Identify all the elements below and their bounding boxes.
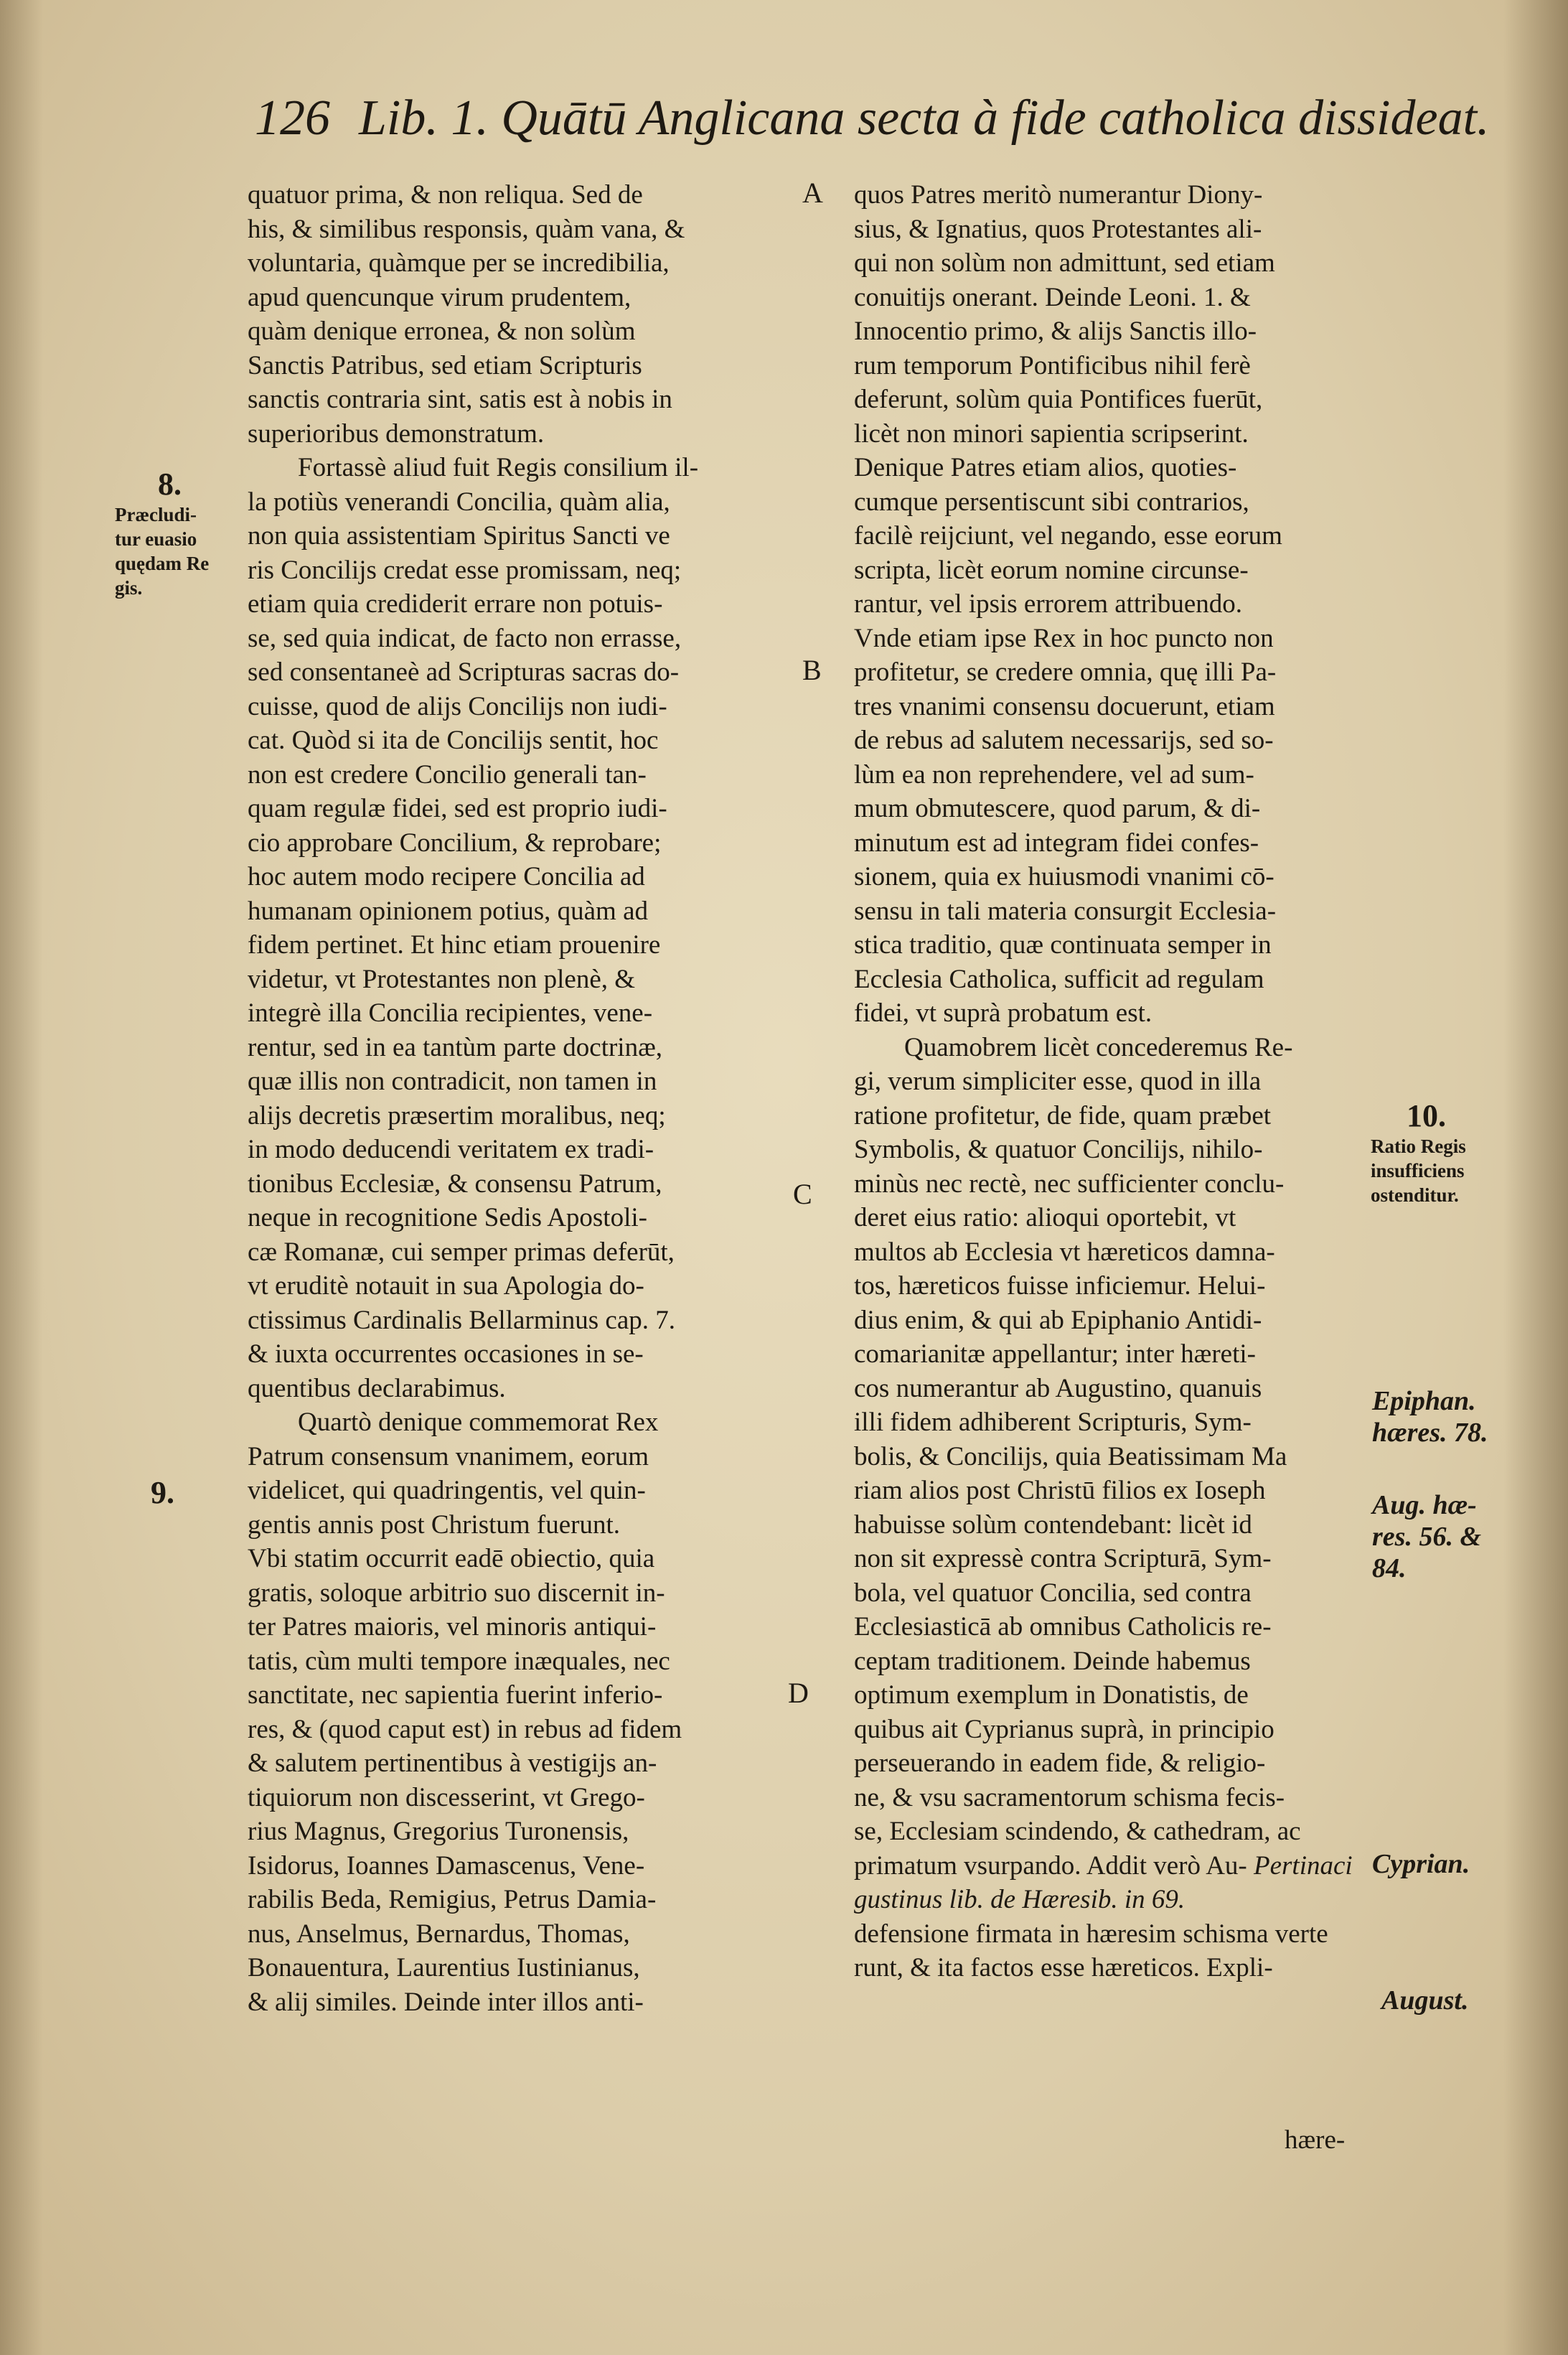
text-line: Symbolis, & quatuor Concilijs, nihilo- <box>854 1135 1263 1164</box>
text-line: licèt non minori sapientia scripserint. <box>854 418 1249 449</box>
page-edge-shadow-left <box>0 0 43 2355</box>
text-line: sensu in tali materia consurgit Ecclesia- <box>854 896 1277 926</box>
text-line: scripta, licèt eorum nomine circunse- <box>854 555 1249 585</box>
text-line: ter Patres maioris, vel minoris antiqui- <box>248 1612 657 1642</box>
text-line: & salutem pertinentibus à vestigijs an- <box>248 1748 657 1778</box>
text-line: humanam opinionem potius, quàm ad <box>248 896 648 926</box>
text-line: ris Concilijs credat esse promissam, neq; <box>248 555 682 585</box>
text-line: gustinus lib. de Hæresib. in 69. <box>854 1885 1186 1914</box>
text-line: & alij similes. Deinde inter illos anti- <box>248 1987 644 2017</box>
text-line: dius enim, & qui ab Epiphanio Antidi- <box>854 1305 1262 1335</box>
text-line: perseuerando in eadem fide, & religio- <box>854 1748 1266 1778</box>
text-line: non quia assistentiam Spiritus Sancti ve <box>248 521 670 551</box>
text-line: rum temporum Pontificibus nihil ferè <box>854 350 1251 380</box>
text-line: nus, Anselmus, Bernardus, Thomas, <box>248 1919 630 1949</box>
text-line: tres vnanimi consensu docuerunt, etiam <box>854 691 1275 721</box>
text-line: defensione firmata in hæresim schisma verte <box>854 1919 1328 1949</box>
text-line: quos Patres meritò numerantur Diony- <box>854 180 1263 210</box>
margin-ref-augustine-haeres: Aug. hæ- res. 56. & 84. <box>1372 1490 1481 1583</box>
text-line: tos, hæreticos fuisse inficiemur. Helui- <box>854 1271 1266 1301</box>
margin-note-10: 10. Ratio Regis insufficiens ostenditur. <box>1371 1098 1466 1206</box>
text-line: sanctitate, nec sapientia fuerint inferio- <box>248 1680 663 1710</box>
text-line: optimum exemplum in Donatistis, de <box>854 1680 1249 1710</box>
text-line: Patrum consensum vnanimem, eorum <box>248 1441 649 1471</box>
text-line: hoc autem modo recipere Concilia ad <box>248 862 645 891</box>
text-line: Sanctis Patribus, sed etiam Scripturis <box>248 350 642 380</box>
text-line: Denique Patres etiam alios, quoties- <box>854 453 1237 482</box>
text-line: Bonauentura, Laurentius Iustinianus, <box>248 1953 640 1982</box>
text-line: la potiùs venerandi Concilia, quàm alia, <box>248 487 670 517</box>
text-line: Vbi statim occurrit eadē obiectio, quia <box>248 1544 655 1573</box>
section-letter-b: B <box>802 654 822 686</box>
text-line: de rebus ad salutem necessarijs, sed so- <box>854 726 1274 755</box>
italic-quote: Pertinaci <box>1254 1850 1353 1881</box>
text-line: sionem, quia ex huiusmodi vnanimi cō- <box>854 862 1274 891</box>
text-line: rentur, sed in ea tantùm parte doctrinæ, <box>248 1032 662 1062</box>
section-letter-a: A <box>802 177 823 209</box>
margin-note-9: 9. <box>151 1475 174 1510</box>
text-line: lùm ea non reprehendere, vel ad sum- <box>854 759 1254 790</box>
text-line: deret eius ratio: alioqui oportebit, vt <box>854 1203 1236 1232</box>
running-head <box>255 90 1518 154</box>
text-line: tatis, cùm multi tempore inæquales, nec <box>248 1646 670 1676</box>
text-line: stica traditio, quæ continuata semper in <box>854 930 1272 960</box>
text-line: gi, verum simpliciter esse, quod in illa <box>854 1067 1262 1096</box>
text-line: conuitijs onerant. Deinde Leoni. 1. & <box>854 282 1251 312</box>
text-line: cat. Quòd si ita de Concilijs sentit, hoc <box>248 726 659 755</box>
text-line: bolis, & Concilijs, quia Beatissimam Ma <box>854 1441 1287 1471</box>
margin-ref-august: August. <box>1381 1985 1469 2015</box>
text-line: profitetur, se credere omnia, quę illi Pa- <box>854 657 1277 687</box>
text-line: cumque persentiscunt sibi contrarios, <box>854 487 1249 517</box>
text-line: se, sed quia indicat, de facto non errasse, <box>248 623 682 653</box>
text-line: cuisse, quod de alijs Concilijs non iudi- <box>248 691 667 721</box>
text-line: fidem pertinet. Et hinc etiam prouenire <box>248 930 661 960</box>
text-line: Isidorus, Ioannes Damascenus, Vene- <box>248 1850 645 1881</box>
page-number: 126 <box>255 90 330 146</box>
text-line: ctissimus Cardinalis Bellarminus cap. 7. <box>248 1305 676 1335</box>
text-line: quibus ait Cyprianus suprà, in principio <box>854 1714 1274 1744</box>
text-line: voluntaria, quàmque per se incredibilia, <box>248 248 670 278</box>
text-line: Ecclesiasticā ab omnibus Catholicis re- <box>854 1612 1272 1642</box>
text-line: Innocentio primo, & alijs Sanctis illo- <box>854 317 1257 346</box>
text-line: cio approbare Concilium, & reprobare; <box>248 828 662 858</box>
text-line: comarianitæ appellantur; inter hæreti- <box>854 1339 1256 1369</box>
text-line: Vnde etiam ipse Rex in hoc puncto non <box>854 623 1274 653</box>
text-line: videlicet, qui quadringentis, vel quin- <box>248 1476 646 1505</box>
text-line: integrè illa Concilia recipientes, vene- <box>248 998 653 1028</box>
text-line: quatuor prima, & non reliqua. Sed de <box>248 180 643 210</box>
text-line: sanctis contraria sint, satis est à nobis in <box>248 385 672 414</box>
running-title: Lib. 1. Quātū Anglicana secta à fide catholica dissideat. <box>359 90 1490 146</box>
text-line: sed consentaneè ad Scripturas sacras do- <box>248 657 680 687</box>
text-line: quam regulæ fidei, sed est proprio iudi- <box>248 794 667 823</box>
text-line: quentibus declarabimus. <box>248 1373 506 1403</box>
text-line: ceptam traditionem. Deinde habemus <box>854 1646 1251 1676</box>
section-letter-c: C <box>793 1178 812 1210</box>
text-line: vt eruditè notauit in sua Apologia do- <box>248 1271 644 1301</box>
text-line: videtur, vt Protestantes non plenè, & <box>248 964 636 994</box>
text-line: neque in recognitione Sedis Apostoli- <box>248 1203 647 1232</box>
margin-ref-epiphanius: Epiphan. hæres. 78. <box>1372 1386 1488 1448</box>
text-line: mum obmutescere, quod parum, & di- <box>854 794 1261 823</box>
margin-ref-cyprian: Cyprian. <box>1372 1849 1470 1879</box>
text-line: apud quencunque virum prudentem, <box>248 282 632 312</box>
text-line: & iuxta occurrentes occasiones in se- <box>248 1339 644 1369</box>
text-line: runt, & ita factos esse hæreticos. Expli- <box>854 1953 1273 1982</box>
text-line: primatum vsurpando. Addit verò Au- Pertinaci <box>854 1850 1353 1881</box>
text-line: tiquiorum non discesserint, vt Grego- <box>248 1782 645 1812</box>
catchword: hære- <box>1285 2125 1346 2155</box>
text-line: Ecclesia Catholica, sufficit ad regulam <box>854 964 1264 994</box>
text-column-right <box>854 178 1396 1985</box>
text-line: non sit expressè contra Scripturā, Sym- <box>854 1544 1272 1573</box>
text-line: minutum est ad integram fidei confes- <box>854 828 1259 858</box>
text-line: his, & similibus responsis, quàm vana, & <box>248 214 685 244</box>
text-column-left <box>248 178 789 2019</box>
text-line: qui non solùm non admittunt, sed etiam <box>854 248 1275 278</box>
text-line: in modo deducendi veritatem ex tradi- <box>248 1135 654 1164</box>
text-line: fidei, vt suprà probatum est. <box>854 998 1152 1028</box>
text-line: gratis, soloque arbitrio suo discernit in- <box>248 1578 665 1608</box>
text-line: cæ Romanæ, cui semper primas deferūt, <box>248 1237 675 1267</box>
text-line: tionibus Ecclesiæ, & consensu Patrum, <box>248 1169 662 1199</box>
text-line: Fortassè aliud fuit Regis consilium il- <box>298 453 699 482</box>
text-line: ne, & vsu sacramentorum schisma fecis- <box>854 1782 1285 1812</box>
text-line: se, Ecclesiam scindendo, & cathedram, ac <box>854 1817 1301 1846</box>
text-line: rantur, vel ipsis errorem attribuendo. <box>854 589 1243 619</box>
section-letter-d: D <box>788 1677 809 1709</box>
text-line: etiam quia crediderit errare non potuis- <box>248 589 663 619</box>
text-line: minùs nec rectè, nec sufficienter conclu- <box>854 1169 1285 1199</box>
text-line: multos ab Ecclesia vt hæreticos damna- <box>854 1237 1275 1267</box>
text-line: superioribus demonstratum. <box>248 418 545 449</box>
text-line: rius Magnus, Gregorius Turonensis, <box>248 1817 629 1846</box>
text-line: Quartò denique commemorat Rex <box>298 1408 659 1437</box>
text-line: facilè reijciunt, vel negando, esse eorum <box>854 521 1282 551</box>
margin-note-8: 8. Præcludi- tur euasio quędam Re gis. <box>115 467 210 599</box>
text-line: alijs decretis præsertim moralibus, neq; <box>248 1100 666 1130</box>
text-line: quàm denique erronea, & non solùm <box>248 317 636 346</box>
text-line: bola, vel quatuor Concilia, sed contra <box>854 1578 1252 1608</box>
text-line: riam alios post Christū filios ex Ioseph <box>854 1476 1266 1505</box>
text-line: illi fidem adhiberent Scripturis, Sym- <box>854 1408 1252 1437</box>
text-line: quæ illis non contradicit, non tamen in <box>248 1067 657 1096</box>
text-line: habuisse solùm contendebant: licèt id <box>854 1509 1252 1540</box>
text-line: Quamobrem licèt concederemus Re- <box>904 1032 1293 1062</box>
text-line: deferunt, solùm quia Pontifices fuerūt, <box>854 385 1263 414</box>
text-line: gentis annis post Christum fuerunt. <box>248 1509 620 1540</box>
text-line: ratione profitetur, de fide, quam præbet <box>854 1100 1272 1130</box>
text-line: non est credere Concilio generali tan- <box>248 759 647 790</box>
text-line: res, & (quod caput est) in rebus ad fidem <box>248 1714 682 1744</box>
text-line: sius, & Ignatius, quos Protestantes ali- <box>854 214 1262 244</box>
text-line: cos numerantur ab Augustino, quanuis <box>854 1373 1262 1403</box>
page-edge-shadow-right <box>1503 0 1568 2355</box>
text-line: rabilis Beda, Remigius, Petrus Damia- <box>248 1885 657 1914</box>
